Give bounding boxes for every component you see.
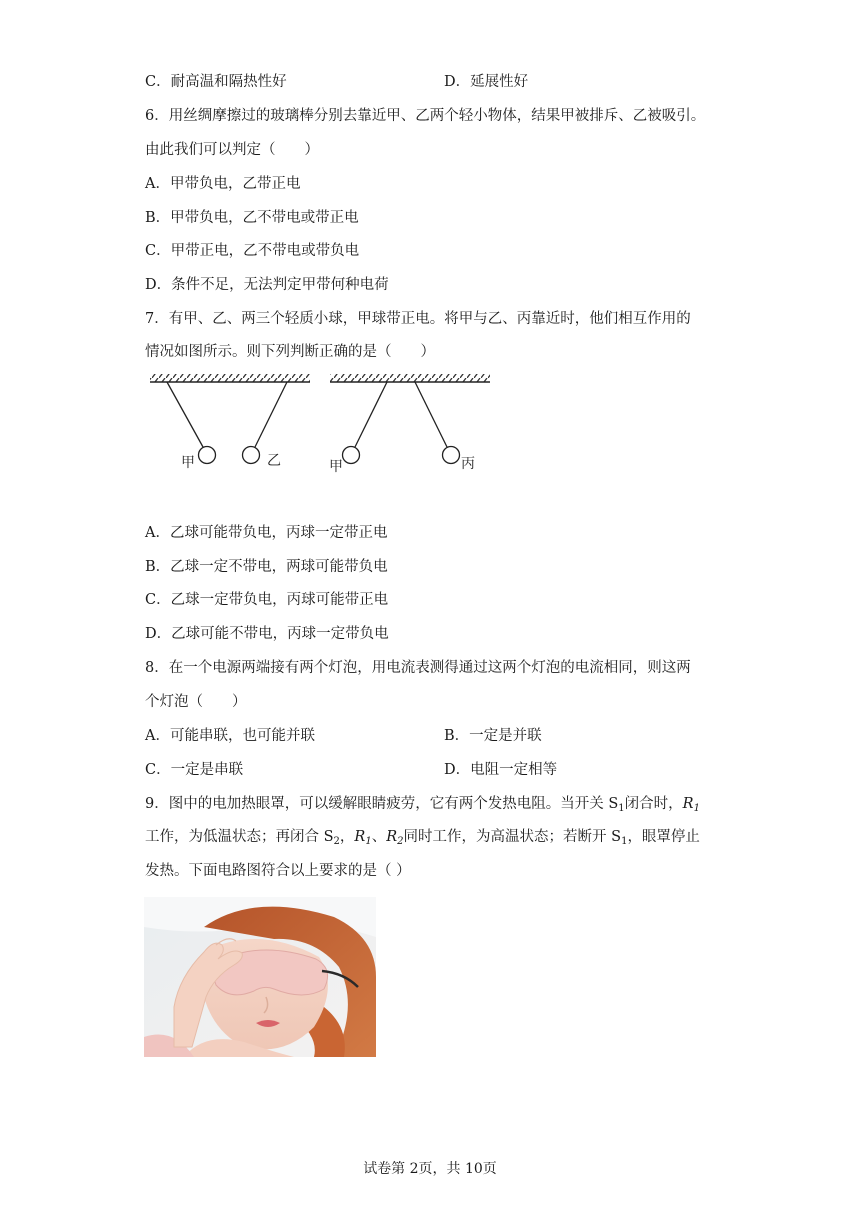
q6-stem-line2: 由此我们可以判定（ ）: [145, 142, 319, 158]
q7-stem-line1: 7．有甲、乙、两三个轻质小球，甲球带正电。将甲与乙、丙靠近时，他们相互作用的: [145, 311, 691, 327]
q7-option-d: D．乙球可能不带电，丙球一定带负电: [145, 626, 389, 642]
q7-option-c: C．乙球一定带负电，丙球可能带正电: [145, 592, 389, 608]
q6-option-b: B．甲带负电，乙不带电或带正电: [145, 210, 359, 226]
q6-option-c: C．甲带正电，乙不带电或带负电: [145, 243, 360, 259]
ball-jia-left: [199, 447, 216, 464]
label-yi: 乙: [267, 452, 281, 468]
q8-option-d: D．电阻一定相等: [444, 762, 558, 778]
q8-option-b: B．一定是并联: [444, 728, 542, 744]
label-jia-right: 甲: [329, 458, 343, 474]
thread-jia-right: [355, 382, 387, 447]
q7-option-a: A．乙球可能带负电，丙球一定带正电: [145, 525, 388, 541]
page-footer: 试卷第 2页，共 10页: [363, 1161, 497, 1177]
q6-option-a: A．甲带负电，乙带正电: [145, 176, 301, 192]
left-ceiling: [150, 374, 310, 382]
q8-stem-line2: 个灯泡（ ）: [145, 694, 247, 710]
right-ceiling: [330, 374, 490, 382]
ball-jia-right: [343, 447, 360, 464]
ball-yi: [243, 447, 260, 464]
q9-stem-line3: 发热。下面电路图符合以上要求的是（ ）: [145, 863, 411, 879]
q7-pendulum-diagram: [145, 370, 505, 480]
q9-stem-line2: 工作，为低温状态；再闭合 $S_2$，$R_1$、$R_2$同时工作，为高温状态；若断开 $S_1$，眼罩停止: [145, 829, 700, 847]
q6-stem-line1: 6．用丝绸摩擦过的玻璃棒分别去靠近甲、乙两个轻小物体，结果甲被排斥、乙被吸引。: [145, 108, 706, 124]
q7-option-b: B．乙球一定不带电，两球可能带负电: [145, 559, 388, 575]
q8-option-a: A．可能串联，也可能并联: [145, 728, 315, 744]
thread-jia-left: [167, 382, 203, 447]
q6-option-d: D．条件不足，无法判定甲带何种电荷: [145, 277, 389, 293]
ball-bing: [443, 447, 460, 464]
eye-mask-photo: [144, 897, 376, 1057]
label-bing: 丙: [461, 455, 475, 471]
thread-yi: [255, 382, 287, 447]
q8-stem-line1: 8．在一个电源两端接有两个灯泡，用电流表测得通过这两个灯泡的电流相同，则这两: [145, 660, 691, 676]
q5-option-c: C．耐高温和隔热性好: [145, 74, 287, 90]
q9-stem-line1: 9．图中的电加热眼罩，可以缓解眼睛疲劳，它有两个发热电阻。当开关 $S_1$闭合时，$R_1$: [145, 796, 700, 814]
q7-stem-line2: 情况如图所示。则下列判断正确的是（ ）: [145, 344, 435, 360]
label-jia-left: 甲: [181, 454, 195, 470]
q5-option-d: D．延展性好: [444, 74, 529, 90]
q8-option-c: C．一定是串联: [145, 762, 244, 778]
thread-bing: [415, 382, 447, 447]
